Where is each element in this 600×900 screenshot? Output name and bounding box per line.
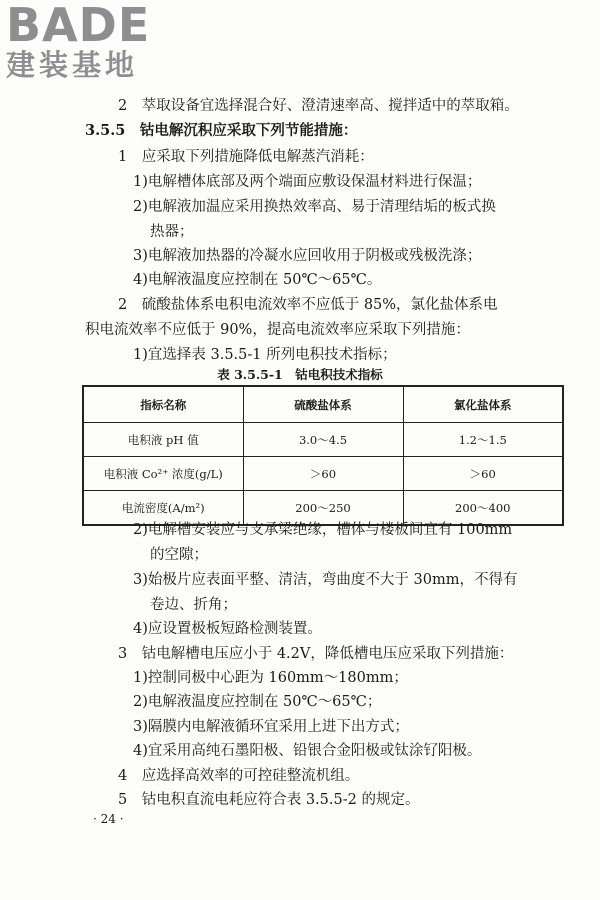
paragraph-line: 5 钴电积直流电耗应符合表 3.5.5-2 的规定。	[118, 792, 420, 808]
list-item: 4)宜采用高纯石墨阳极、铅银合金阳极或钛涂钌阳极。	[133, 743, 482, 759]
list-item: 1)电解槽体底部及两个端面应敷设保温材料进行保温；	[133, 174, 482, 190]
list-item-continuation: 卷边、折角；	[150, 597, 237, 613]
table-cell: 电积液 Co²⁺ 浓度(g/L)	[83, 457, 243, 491]
logo-wordmark: BADE	[6, 0, 151, 52]
table-cell: 200～400	[403, 491, 563, 526]
list-item: 2)电解液温度应控制在 50℃～65℃；	[133, 694, 382, 710]
logo	[6, 2, 176, 82]
table-cell: ＞60	[403, 457, 563, 491]
list-item: 3)隔膜内电解液循环宜采用上进下出方式；	[133, 719, 409, 735]
section-heading: 3.5.5 钴电解沉积应采取下列节能措施：	[85, 122, 358, 139]
paragraph-line: 1 应采取下列措施降低电解蒸汽消耗：	[118, 149, 374, 165]
table-cell: 电积液 pH 值	[83, 423, 243, 457]
table-cell: 电流密度(A/m²)	[83, 491, 243, 526]
table-header-cell: 指标名称	[83, 386, 243, 423]
paragraph-line: 3 钴电解槽电压应小于 4.2V，降低槽电压应采取下列措施：	[118, 646, 514, 662]
list-item: 1)控制同极中心距为 160mm～180mm；	[133, 670, 408, 686]
table-header-cell: 硫酸盐体系	[243, 386, 403, 423]
list-item: 2)电解液加温应采用换热效率高、易于清理结垢的板式换	[133, 199, 496, 215]
table-row	[83, 457, 563, 491]
table-header-row	[83, 386, 563, 423]
list-item: 2)电解槽安装应与支承梁绝缘，槽体与楼板间宜有 100mm	[133, 522, 513, 538]
table-cell: 3.0～4.5	[243, 423, 403, 457]
paragraph-line: 积电流效率不应低于 90%，提高电流效率应采取下列措施：	[85, 322, 470, 338]
page-number: · 24 ·	[93, 812, 124, 826]
table-caption: 表 3.5.5-1 钴电积技术指标	[217, 367, 383, 382]
list-item: 4)电解液温度应控制在 50℃～65℃。	[133, 272, 382, 288]
list-item-continuation: 的空隙；	[150, 547, 208, 563]
list-item: 3)始极片应表面平整、清洁，弯曲度不大于 30mm，不得有	[133, 572, 518, 588]
list-item: 1)宜选择表 3.5.5-1 所列电积技术指标；	[133, 347, 397, 363]
list-item: 4)应设置极板短路检测装置。	[133, 621, 322, 637]
table-header-cell: 氯化盐体系	[403, 386, 563, 423]
paragraph-line: 4 应选择高效率的可控硅整流机组。	[118, 768, 360, 784]
paragraph-line: 2 萃取设备宜选择混合好、澄清速率高、搅拌适中的萃取箱。	[118, 98, 519, 114]
list-item: 3)电解液加热器的冷凝水应回收用于阴极或残极洗涤；	[133, 248, 482, 264]
table-row	[83, 423, 563, 457]
logo-tagline: 建装基地	[6, 48, 139, 82]
technical-index-table	[82, 385, 564, 526]
table-cell: 1.2～1.5	[403, 423, 563, 457]
paragraph-line: 2 硫酸盐体系电积电流效率不应低于 85%，氯化盐体系电	[118, 297, 498, 313]
list-item-continuation: 热器；	[150, 224, 194, 240]
table-cell: ＞60	[243, 457, 403, 491]
table-cell: 200～250	[243, 491, 403, 526]
